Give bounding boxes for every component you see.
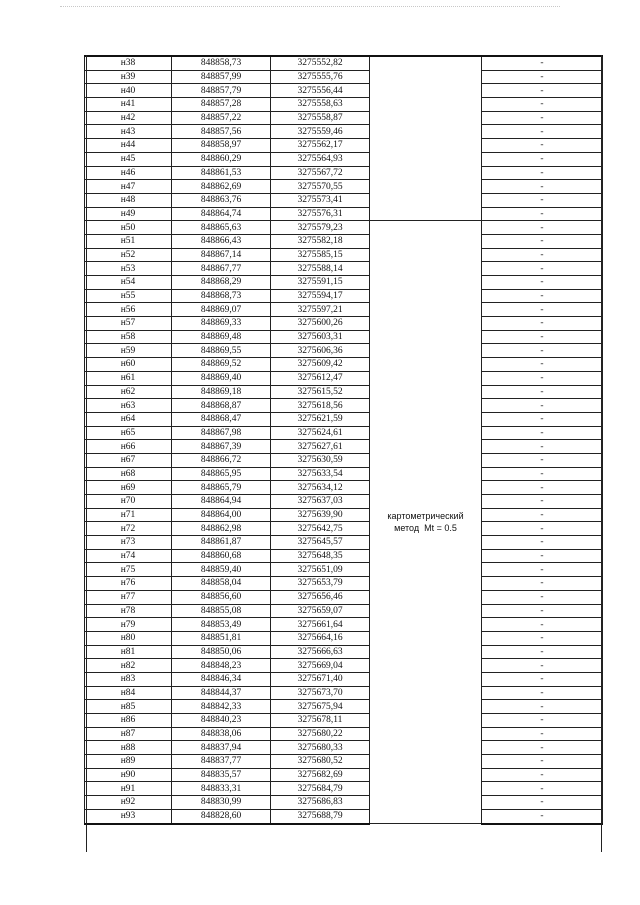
y-coordinate-cell: 3275558,87 bbox=[271, 111, 370, 125]
y-coordinate-cell: 3275630,59 bbox=[271, 453, 370, 467]
point-name-cell: н54 bbox=[85, 276, 172, 290]
y-coordinate-cell: 3275653,79 bbox=[271, 577, 370, 591]
y-coordinate-cell: 3275627,61 bbox=[271, 440, 370, 454]
x-coordinate-cell: 848858,97 bbox=[172, 139, 271, 153]
coordinates-table-body bbox=[85, 56, 603, 824]
x-coordinate-cell: 848869,55 bbox=[172, 344, 271, 358]
x-coordinate-cell: 848862,69 bbox=[172, 180, 271, 194]
x-coordinate-cell: 848857,56 bbox=[172, 125, 271, 139]
point-name-cell: н44 bbox=[85, 139, 172, 153]
y-coordinate-cell: 3275609,42 bbox=[271, 358, 370, 372]
point-name-cell: н85 bbox=[85, 700, 172, 714]
note-cell: - bbox=[482, 180, 603, 194]
x-coordinate-cell: 848837,94 bbox=[172, 741, 271, 755]
table-row bbox=[85, 563, 603, 577]
x-coordinate-cell: 848868,29 bbox=[172, 276, 271, 290]
y-coordinate-cell: 3275621,59 bbox=[271, 412, 370, 426]
point-name-cell: н81 bbox=[85, 645, 172, 659]
note-cell: - bbox=[482, 495, 603, 509]
note-cell: - bbox=[482, 645, 603, 659]
note-cell: - bbox=[482, 289, 603, 303]
table-row bbox=[85, 152, 603, 166]
table-row bbox=[85, 481, 603, 495]
y-coordinate-cell: 3275588,14 bbox=[271, 262, 370, 276]
table-row bbox=[85, 56, 603, 70]
y-coordinate-cell: 3275680,22 bbox=[271, 727, 370, 741]
table-row bbox=[85, 262, 603, 276]
table-row bbox=[85, 371, 603, 385]
point-name-cell: н62 bbox=[85, 385, 172, 399]
table-row bbox=[85, 166, 603, 180]
x-coordinate-cell: 848837,77 bbox=[172, 755, 271, 769]
point-name-cell: н89 bbox=[85, 755, 172, 769]
x-coordinate-cell: 848867,14 bbox=[172, 248, 271, 262]
note-cell: - bbox=[482, 782, 603, 796]
y-coordinate-cell: 3275556,44 bbox=[271, 84, 370, 98]
y-coordinate-cell: 3275558,63 bbox=[271, 98, 370, 112]
x-coordinate-cell: 848848,23 bbox=[172, 659, 271, 673]
y-coordinate-cell: 3275671,40 bbox=[271, 672, 370, 686]
note-cell: - bbox=[482, 344, 603, 358]
table-row bbox=[85, 125, 603, 139]
method-line-1: картометрический bbox=[387, 511, 464, 522]
table-row bbox=[85, 303, 603, 317]
note-cell: - bbox=[482, 768, 603, 782]
point-name-cell: н87 bbox=[85, 727, 172, 741]
y-coordinate-cell: 3275633,54 bbox=[271, 467, 370, 481]
table-row bbox=[85, 344, 603, 358]
y-coordinate-cell: 3275673,70 bbox=[271, 686, 370, 700]
y-coordinate-cell: 3275562,17 bbox=[271, 139, 370, 153]
table-row bbox=[85, 98, 603, 112]
table-row bbox=[85, 385, 603, 399]
y-coordinate-cell: 3275591,15 bbox=[271, 276, 370, 290]
point-name-cell: н70 bbox=[85, 495, 172, 509]
note-cell: - bbox=[482, 84, 603, 98]
point-name-cell: н66 bbox=[85, 440, 172, 454]
table-row bbox=[85, 768, 603, 782]
method-cell bbox=[370, 221, 482, 824]
table-row bbox=[85, 440, 603, 454]
y-coordinate-cell: 3275612,47 bbox=[271, 371, 370, 385]
note-cell: - bbox=[482, 522, 603, 536]
y-coordinate-cell: 3275661,64 bbox=[271, 618, 370, 632]
y-coordinate-cell: 3275597,21 bbox=[271, 303, 370, 317]
note-cell: - bbox=[482, 563, 603, 577]
point-name-cell: н60 bbox=[85, 358, 172, 372]
note-cell: - bbox=[482, 440, 603, 454]
coordinates-table bbox=[84, 55, 603, 825]
x-coordinate-cell: 848864,00 bbox=[172, 508, 271, 522]
point-name-cell: н83 bbox=[85, 672, 172, 686]
table-row bbox=[85, 221, 603, 235]
note-cell: - bbox=[482, 56, 603, 70]
y-coordinate-cell: 3275573,41 bbox=[271, 193, 370, 207]
x-coordinate-cell: 848866,72 bbox=[172, 453, 271, 467]
table-row bbox=[85, 536, 603, 550]
x-coordinate-cell: 848855,08 bbox=[172, 604, 271, 618]
note-cell: - bbox=[482, 481, 603, 495]
note-cell: - bbox=[482, 618, 603, 632]
x-coordinate-cell: 848846,34 bbox=[172, 672, 271, 686]
y-coordinate-cell: 3275659,07 bbox=[271, 604, 370, 618]
y-coordinate-cell: 3275570,55 bbox=[271, 180, 370, 194]
note-cell: - bbox=[482, 631, 603, 645]
table-row bbox=[85, 180, 603, 194]
point-name-cell: н51 bbox=[85, 234, 172, 248]
point-name-cell: н92 bbox=[85, 796, 172, 810]
point-name-cell: н48 bbox=[85, 193, 172, 207]
point-name-cell: н68 bbox=[85, 467, 172, 481]
point-name-cell: н80 bbox=[85, 631, 172, 645]
table-row bbox=[85, 289, 603, 303]
y-coordinate-cell: 3275624,61 bbox=[271, 426, 370, 440]
table-row bbox=[85, 577, 603, 591]
note-cell: - bbox=[482, 714, 603, 728]
table-row bbox=[85, 467, 603, 481]
y-coordinate-cell: 3275637,03 bbox=[271, 495, 370, 509]
y-coordinate-cell: 3275682,69 bbox=[271, 768, 370, 782]
x-coordinate-cell: 848840,23 bbox=[172, 714, 271, 728]
x-coordinate-cell: 848868,47 bbox=[172, 412, 271, 426]
note-cell: - bbox=[482, 796, 603, 810]
table-row bbox=[85, 399, 603, 413]
table-row bbox=[85, 686, 603, 700]
scan-artifact-line bbox=[60, 6, 560, 10]
point-name-cell: н77 bbox=[85, 590, 172, 604]
point-name-cell: н71 bbox=[85, 508, 172, 522]
note-cell: - bbox=[482, 207, 603, 221]
note-cell: - bbox=[482, 700, 603, 714]
y-coordinate-cell: 3275666,63 bbox=[271, 645, 370, 659]
table-row bbox=[85, 809, 603, 823]
y-coordinate-cell: 3275585,15 bbox=[271, 248, 370, 262]
y-coordinate-cell: 3275603,31 bbox=[271, 330, 370, 344]
y-coordinate-cell: 3275684,79 bbox=[271, 782, 370, 796]
note-cell: - bbox=[482, 125, 603, 139]
table-row bbox=[85, 453, 603, 467]
point-name-cell: н74 bbox=[85, 549, 172, 563]
table-row bbox=[85, 508, 603, 522]
note-cell: - bbox=[482, 686, 603, 700]
point-name-cell: н49 bbox=[85, 207, 172, 221]
table-row bbox=[85, 755, 603, 769]
table-row bbox=[85, 426, 603, 440]
point-name-cell: н47 bbox=[85, 180, 172, 194]
point-name-cell: н55 bbox=[85, 289, 172, 303]
y-coordinate-cell: 3275567,72 bbox=[271, 166, 370, 180]
y-coordinate-cell: 3275680,52 bbox=[271, 755, 370, 769]
x-coordinate-cell: 848830,99 bbox=[172, 796, 271, 810]
note-cell: - bbox=[482, 152, 603, 166]
table-row bbox=[85, 604, 603, 618]
x-coordinate-cell: 848860,29 bbox=[172, 152, 271, 166]
note-cell: - bbox=[482, 193, 603, 207]
x-coordinate-cell: 848865,95 bbox=[172, 467, 271, 481]
y-coordinate-cell: 3275639,90 bbox=[271, 508, 370, 522]
note-cell: - bbox=[482, 371, 603, 385]
x-coordinate-cell: 848853,49 bbox=[172, 618, 271, 632]
y-coordinate-cell: 3275642,75 bbox=[271, 522, 370, 536]
table-row bbox=[85, 193, 603, 207]
note-cell: - bbox=[482, 98, 603, 112]
note-cell: - bbox=[482, 70, 603, 84]
x-coordinate-cell: 848858,73 bbox=[172, 56, 271, 70]
y-coordinate-cell: 3275579,23 bbox=[271, 221, 370, 235]
point-name-cell: н63 bbox=[85, 399, 172, 413]
x-coordinate-cell: 848866,43 bbox=[172, 234, 271, 248]
note-cell: - bbox=[482, 577, 603, 591]
point-name-cell: н82 bbox=[85, 659, 172, 673]
y-coordinate-cell: 3275669,04 bbox=[271, 659, 370, 673]
x-coordinate-cell: 848865,79 bbox=[172, 481, 271, 495]
y-coordinate-cell: 3275594,17 bbox=[271, 289, 370, 303]
x-coordinate-cell: 848857,99 bbox=[172, 70, 271, 84]
x-coordinate-cell: 848863,76 bbox=[172, 193, 271, 207]
note-cell: - bbox=[482, 426, 603, 440]
note-cell: - bbox=[482, 659, 603, 673]
point-name-cell: н86 bbox=[85, 714, 172, 728]
point-name-cell: н58 bbox=[85, 330, 172, 344]
note-cell: - bbox=[482, 590, 603, 604]
x-coordinate-cell: 848867,39 bbox=[172, 440, 271, 454]
table-row bbox=[85, 111, 603, 125]
x-coordinate-cell: 848850,06 bbox=[172, 645, 271, 659]
x-coordinate-cell: 848838,06 bbox=[172, 727, 271, 741]
x-coordinate-cell: 848869,48 bbox=[172, 330, 271, 344]
note-cell: - bbox=[482, 672, 603, 686]
point-name-cell: н57 bbox=[85, 317, 172, 331]
table-row bbox=[85, 796, 603, 810]
y-coordinate-cell: 3275656,46 bbox=[271, 590, 370, 604]
table-right-double-border bbox=[601, 55, 602, 852]
table-row bbox=[85, 659, 603, 673]
note-cell: - bbox=[482, 317, 603, 331]
y-coordinate-cell: 3275664,16 bbox=[271, 631, 370, 645]
note-cell: - bbox=[482, 358, 603, 372]
y-coordinate-cell: 3275576,31 bbox=[271, 207, 370, 221]
note-cell: - bbox=[482, 536, 603, 550]
point-name-cell: н45 bbox=[85, 152, 172, 166]
point-name-cell: н93 bbox=[85, 809, 172, 823]
y-coordinate-cell: 3275651,09 bbox=[271, 563, 370, 577]
point-name-cell: н50 bbox=[85, 221, 172, 235]
note-cell: - bbox=[482, 221, 603, 235]
note-cell: - bbox=[482, 139, 603, 153]
y-coordinate-cell: 3275686,83 bbox=[271, 796, 370, 810]
y-coordinate-cell: 3275615,52 bbox=[271, 385, 370, 399]
point-name-cell: н88 bbox=[85, 741, 172, 755]
y-coordinate-cell: 3275582,18 bbox=[271, 234, 370, 248]
point-name-cell: н52 bbox=[85, 248, 172, 262]
table-row bbox=[85, 234, 603, 248]
point-name-cell: н64 bbox=[85, 412, 172, 426]
point-name-cell: н40 bbox=[85, 84, 172, 98]
note-cell: - bbox=[482, 741, 603, 755]
note-cell: - bbox=[482, 453, 603, 467]
note-cell: - bbox=[482, 604, 603, 618]
point-name-cell: н39 bbox=[85, 70, 172, 84]
x-coordinate-cell: 848867,77 bbox=[172, 262, 271, 276]
note-cell: - bbox=[482, 727, 603, 741]
y-coordinate-cell: 3275688,79 bbox=[271, 809, 370, 823]
table-row bbox=[85, 248, 603, 262]
x-coordinate-cell: 848869,33 bbox=[172, 317, 271, 331]
y-coordinate-cell: 3275559,46 bbox=[271, 125, 370, 139]
x-coordinate-cell: 848857,28 bbox=[172, 98, 271, 112]
note-cell: - bbox=[482, 385, 603, 399]
table-row bbox=[85, 207, 603, 221]
y-coordinate-cell: 3275600,26 bbox=[271, 317, 370, 331]
note-cell: - bbox=[482, 248, 603, 262]
point-name-cell: н41 bbox=[85, 98, 172, 112]
table-row bbox=[85, 412, 603, 426]
x-coordinate-cell: 848869,07 bbox=[172, 303, 271, 317]
note-cell: - bbox=[482, 467, 603, 481]
point-name-cell: н67 bbox=[85, 453, 172, 467]
point-name-cell: н53 bbox=[85, 262, 172, 276]
table-row bbox=[85, 549, 603, 563]
x-coordinate-cell: 848868,87 bbox=[172, 399, 271, 413]
note-cell: - bbox=[482, 508, 603, 522]
y-coordinate-cell: 3275680,33 bbox=[271, 741, 370, 755]
x-coordinate-cell: 848864,94 bbox=[172, 495, 271, 509]
point-name-cell: н79 bbox=[85, 618, 172, 632]
table-row bbox=[85, 70, 603, 84]
point-name-cell: н65 bbox=[85, 426, 172, 440]
note-cell: - bbox=[482, 166, 603, 180]
x-coordinate-cell: 848869,40 bbox=[172, 371, 271, 385]
x-coordinate-cell: 848869,18 bbox=[172, 385, 271, 399]
point-name-cell: н75 bbox=[85, 563, 172, 577]
x-coordinate-cell: 848865,63 bbox=[172, 221, 271, 235]
y-coordinate-cell: 3275678,11 bbox=[271, 714, 370, 728]
table-row bbox=[85, 700, 603, 714]
table-row bbox=[85, 317, 603, 331]
point-name-cell: н43 bbox=[85, 125, 172, 139]
note-cell: - bbox=[482, 111, 603, 125]
note-cell: - bbox=[482, 755, 603, 769]
note-cell: - bbox=[482, 330, 603, 344]
note-cell: - bbox=[482, 399, 603, 413]
method-line-2: метод Mt = 0.5 bbox=[394, 523, 457, 534]
table-row bbox=[85, 139, 603, 153]
point-name-cell: н56 bbox=[85, 303, 172, 317]
y-coordinate-cell: 3275564,93 bbox=[271, 152, 370, 166]
table-row bbox=[85, 590, 603, 604]
table-row bbox=[85, 645, 603, 659]
x-coordinate-cell: 848858,04 bbox=[172, 577, 271, 591]
point-name-cell: н91 bbox=[85, 782, 172, 796]
x-coordinate-cell: 848856,60 bbox=[172, 590, 271, 604]
x-coordinate-cell: 848867,98 bbox=[172, 426, 271, 440]
table-row bbox=[85, 741, 603, 755]
x-coordinate-cell: 848857,22 bbox=[172, 111, 271, 125]
point-name-cell: н72 bbox=[85, 522, 172, 536]
point-name-cell: н59 bbox=[85, 344, 172, 358]
point-name-cell: н38 bbox=[85, 56, 172, 70]
table-left-double-border bbox=[86, 55, 87, 852]
note-cell: - bbox=[482, 262, 603, 276]
x-coordinate-cell: 848828,60 bbox=[172, 809, 271, 823]
table-row bbox=[85, 631, 603, 645]
blank-merged-cell bbox=[370, 56, 482, 221]
point-name-cell: н78 bbox=[85, 604, 172, 618]
table-row bbox=[85, 495, 603, 509]
x-coordinate-cell: 848857,79 bbox=[172, 84, 271, 98]
table-row bbox=[85, 782, 603, 796]
x-coordinate-cell: 848859,40 bbox=[172, 563, 271, 577]
table-row bbox=[85, 84, 603, 98]
y-coordinate-cell: 3275555,76 bbox=[271, 70, 370, 84]
note-cell: - bbox=[482, 549, 603, 563]
x-coordinate-cell: 848844,37 bbox=[172, 686, 271, 700]
x-coordinate-cell: 848835,57 bbox=[172, 768, 271, 782]
table-row bbox=[85, 276, 603, 290]
table-row bbox=[85, 727, 603, 741]
x-coordinate-cell: 848864,74 bbox=[172, 207, 271, 221]
x-coordinate-cell: 848868,73 bbox=[172, 289, 271, 303]
table-row bbox=[85, 330, 603, 344]
table-row bbox=[85, 522, 603, 536]
x-coordinate-cell: 848851,81 bbox=[172, 631, 271, 645]
x-coordinate-cell: 848842,33 bbox=[172, 700, 271, 714]
y-coordinate-cell: 3275675,94 bbox=[271, 700, 370, 714]
point-name-cell: н84 bbox=[85, 686, 172, 700]
y-coordinate-cell: 3275618,56 bbox=[271, 399, 370, 413]
x-coordinate-cell: 848861,87 bbox=[172, 536, 271, 550]
note-cell: - bbox=[482, 303, 603, 317]
x-coordinate-cell: 848862,98 bbox=[172, 522, 271, 536]
point-name-cell: н46 bbox=[85, 166, 172, 180]
y-coordinate-cell: 3275645,57 bbox=[271, 536, 370, 550]
table-row bbox=[85, 714, 603, 728]
table-row bbox=[85, 358, 603, 372]
table-row bbox=[85, 618, 603, 632]
note-cell: - bbox=[482, 412, 603, 426]
note-cell: - bbox=[482, 234, 603, 248]
y-coordinate-cell: 3275634,12 bbox=[271, 481, 370, 495]
point-name-cell: н69 bbox=[85, 481, 172, 495]
note-cell: - bbox=[482, 809, 603, 823]
y-coordinate-cell: 3275552,82 bbox=[271, 56, 370, 70]
x-coordinate-cell: 848869,52 bbox=[172, 358, 271, 372]
y-coordinate-cell: 3275606,36 bbox=[271, 344, 370, 358]
note-cell: - bbox=[482, 276, 603, 290]
y-coordinate-cell: 3275648,35 bbox=[271, 549, 370, 563]
point-name-cell: н90 bbox=[85, 768, 172, 782]
x-coordinate-cell: 848833,31 bbox=[172, 782, 271, 796]
table-row bbox=[85, 672, 603, 686]
point-name-cell: н42 bbox=[85, 111, 172, 125]
point-name-cell: н61 bbox=[85, 371, 172, 385]
point-name-cell: н73 bbox=[85, 536, 172, 550]
x-coordinate-cell: 848861,53 bbox=[172, 166, 271, 180]
x-coordinate-cell: 848860,68 bbox=[172, 549, 271, 563]
point-name-cell: н76 bbox=[85, 577, 172, 591]
